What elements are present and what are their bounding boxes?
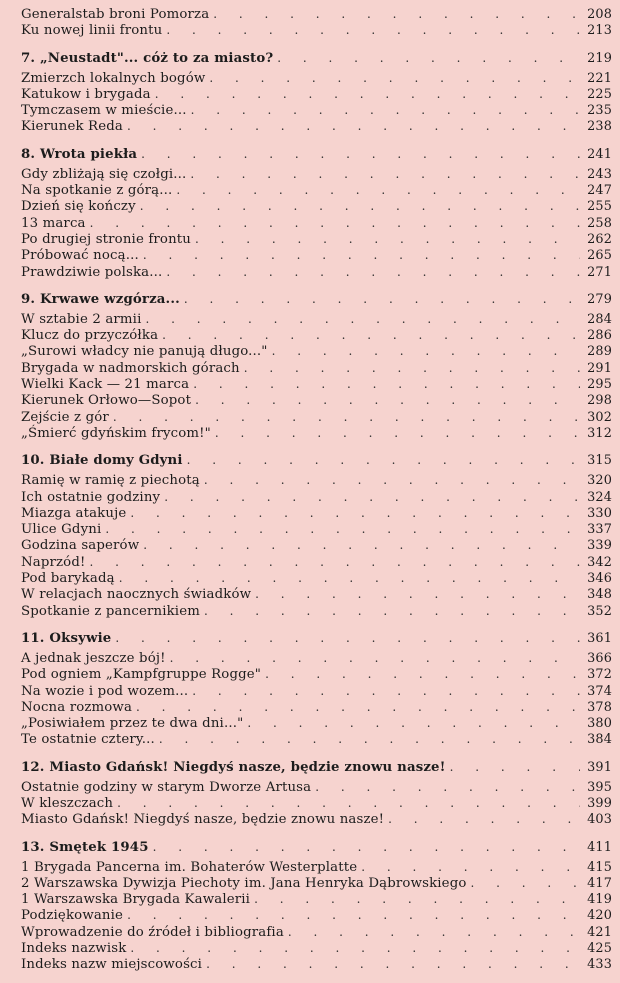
dot-leader xyxy=(193,376,580,392)
toc-entry[interactable] xyxy=(0,198,620,214)
toc-entry-page-number: 298 xyxy=(587,393,612,409)
dot-leader xyxy=(450,757,580,777)
dot-leader xyxy=(191,102,580,118)
toc-entry[interactable] xyxy=(0,376,620,392)
toc-entry[interactable] xyxy=(0,343,620,359)
toc-entry[interactable] xyxy=(0,182,620,198)
toc-entry-title: W sztabie 2 armii xyxy=(21,311,142,327)
toc-entry[interactable] xyxy=(0,102,620,118)
toc-section xyxy=(0,144,620,280)
dot-leader xyxy=(166,22,580,38)
dot-leader xyxy=(140,198,580,214)
toc-entry-page-number: 352 xyxy=(587,603,612,619)
dot-leader xyxy=(204,603,580,619)
toc-section xyxy=(0,837,620,973)
chapter-heading-page-number: 315 xyxy=(587,453,612,469)
toc-entry-page-number: 235 xyxy=(587,103,612,119)
toc-entry[interactable] xyxy=(0,409,620,425)
toc-entry-title: Miasto Gdańsk! Niegdyś nasze, będzie znowu nasze! xyxy=(21,812,385,828)
toc-entry-title: Klucz do przyczółka xyxy=(21,328,159,344)
toc-entry-title: Ostatnie godziny w starym Dworze Artusa xyxy=(21,779,312,795)
toc-entry-title: Godzina saperów xyxy=(21,538,140,554)
toc-entry-page-number: 258 xyxy=(587,215,612,231)
toc-entry-page-number: 395 xyxy=(587,779,612,795)
toc-entry-title: Spotkanie z pancernikiem xyxy=(21,603,200,619)
dot-leader xyxy=(265,666,580,682)
dot-leader xyxy=(388,811,580,827)
dot-leader xyxy=(254,891,580,907)
toc-entry[interactable] xyxy=(0,86,620,102)
toc-entry-page-number: 225 xyxy=(587,86,612,102)
dot-leader xyxy=(162,327,580,343)
toc-entry[interactable] xyxy=(0,327,620,343)
dot-leader xyxy=(141,144,580,164)
chapter-heading[interactable] xyxy=(0,48,620,68)
dot-leader xyxy=(130,940,580,956)
dot-leader xyxy=(192,683,580,699)
toc-section xyxy=(0,757,620,828)
toc-entry-page-number: 366 xyxy=(587,650,612,666)
toc-entry-page-number: 213 xyxy=(587,23,612,39)
toc-entry-page-number: 255 xyxy=(587,199,612,215)
toc-entry-title: Te ostatnie cztery... xyxy=(21,732,155,748)
chapter-heading[interactable] xyxy=(0,289,620,309)
toc-entry[interactable] xyxy=(0,956,620,972)
toc-entry[interactable] xyxy=(0,118,620,134)
toc-entry-page-number: 238 xyxy=(587,119,612,135)
dot-leader xyxy=(204,472,580,488)
toc-entry-title: W kleszczach xyxy=(21,795,114,811)
toc-entry[interactable] xyxy=(0,891,620,907)
toc-entry[interactable] xyxy=(0,795,620,811)
toc-entry-page-number: 291 xyxy=(587,360,612,376)
dot-leader xyxy=(215,425,580,441)
toc-entry-title: Nocna rozmowa xyxy=(21,699,133,715)
toc-entry[interactable] xyxy=(0,264,620,280)
dot-leader xyxy=(288,924,580,940)
dot-leader xyxy=(315,779,580,795)
toc-entry[interactable] xyxy=(0,6,620,22)
toc-entry-title: Indeks nazw miejscowości xyxy=(21,957,203,973)
toc-entry[interactable] xyxy=(0,70,620,86)
dot-leader xyxy=(209,70,580,86)
dot-leader xyxy=(115,628,580,648)
toc-entry[interactable] xyxy=(0,311,620,327)
chapter-heading-title: 8. Wrota piekła xyxy=(21,146,138,162)
toc-entry-title: Dzień się kończy xyxy=(21,199,136,215)
toc-entry-title: Ich ostatnie godziny xyxy=(21,489,161,505)
toc-entry-title: 2 Warszawska Dywizja Piechoty im. Jana Henryka Dąbrowskiego xyxy=(21,875,467,891)
toc-entry-title: „Śmierć gdyńskim frycom!" xyxy=(21,425,211,441)
chapter-heading-page-number: 279 xyxy=(587,291,612,307)
toc-entry-page-number: 380 xyxy=(587,716,612,732)
toc-entry-title: Ramię w ramię z piechotą xyxy=(21,473,200,489)
toc-entry-page-number: 348 xyxy=(587,587,612,603)
toc-entry-page-number: 289 xyxy=(587,344,612,360)
chapter-heading-title: 11. Oksywie xyxy=(21,630,112,646)
dot-leader xyxy=(187,450,580,470)
toc-entry-title: „Posiwiałem przez te dwa dni..." xyxy=(21,716,244,732)
toc-entry[interactable] xyxy=(0,731,620,747)
toc-entry[interactable] xyxy=(0,231,620,247)
toc-entry-page-number: 339 xyxy=(587,538,612,554)
toc-entry-title: Pod barykadą xyxy=(21,571,115,587)
toc-entry[interactable] xyxy=(0,554,620,570)
toc-entry-title: W relacjach naocznych świadków xyxy=(21,587,252,603)
toc-entry[interactable] xyxy=(0,859,620,875)
toc-entry-page-number: 247 xyxy=(587,183,612,199)
toc-entry-page-number: 295 xyxy=(587,377,612,393)
dot-leader xyxy=(113,409,580,425)
dot-leader xyxy=(471,875,580,891)
toc-entry-page-number: 330 xyxy=(587,505,612,521)
dot-leader xyxy=(143,537,580,553)
toc-entry-title: Katukow i brygada xyxy=(21,86,151,102)
toc-entry-title: Na wozie i pod wozem... xyxy=(21,683,189,699)
toc-entry-title: Prawdziwie polska... xyxy=(21,264,163,280)
dot-leader xyxy=(159,731,580,747)
toc-entry[interactable] xyxy=(0,811,620,827)
dot-leader xyxy=(130,505,580,521)
toc-entry-title: A jednak jeszcze bój! xyxy=(21,650,166,666)
toc-entry-page-number: 421 xyxy=(587,924,612,940)
chapter-heading-page-number: 391 xyxy=(587,759,612,775)
toc-entry-title: Kierunek Reda xyxy=(21,119,123,135)
dot-leader xyxy=(170,650,580,666)
toc-entry[interactable] xyxy=(0,472,620,488)
toc-entry[interactable] xyxy=(0,489,620,505)
toc-entry-title: Zejście z gór xyxy=(21,409,109,425)
toc-entry-title: 1 Brygada Pancerna im. Bohaterów Westerplatte xyxy=(21,859,358,875)
toc-entry-title: Ku nowej linii frontu xyxy=(21,23,163,39)
dot-leader xyxy=(143,247,580,263)
toc-entry[interactable] xyxy=(0,22,620,38)
toc-entry[interactable] xyxy=(0,779,620,795)
toc-entry-page-number: 384 xyxy=(587,732,612,748)
toc-entry-page-number: 284 xyxy=(587,311,612,327)
toc-entry[interactable] xyxy=(0,521,620,537)
toc-entry-page-number: 312 xyxy=(587,425,612,441)
toc-entry-page-number: 324 xyxy=(587,489,612,505)
toc-entry[interactable] xyxy=(0,603,620,619)
chapter-heading[interactable] xyxy=(0,450,620,470)
toc-entry[interactable] xyxy=(0,425,620,441)
toc-entry-title: Próbować nocą... xyxy=(21,248,139,264)
dot-leader xyxy=(146,311,581,327)
toc-entry-title: Kierunek Orłowo—Sopot xyxy=(21,393,192,409)
toc-entry-page-number: 221 xyxy=(587,70,612,86)
toc-entry[interactable] xyxy=(0,650,620,666)
toc-entry[interactable] xyxy=(0,715,620,731)
toc-entry-page-number: 425 xyxy=(587,941,612,957)
toc-entry[interactable] xyxy=(0,360,620,376)
chapter-heading-page-number: 241 xyxy=(587,146,612,162)
chapter-heading-title: 10. Białe domy Gdyni xyxy=(21,453,183,469)
toc-entry-page-number: 372 xyxy=(587,667,612,683)
toc-entry-page-number: 286 xyxy=(587,328,612,344)
toc-section xyxy=(0,450,620,619)
toc-entry[interactable] xyxy=(0,247,620,263)
toc-section xyxy=(0,628,620,748)
dot-leader xyxy=(119,570,580,586)
chapter-heading-title: 12. Miasto Gdańsk! Niegdyś nasze, będzie znowu nasze! xyxy=(21,759,446,775)
toc-entry-title: Gdy zbliżają się czołgi... xyxy=(21,166,187,182)
dot-leader xyxy=(127,907,580,923)
dot-leader xyxy=(164,489,580,505)
toc-entry-title: Miazga atakuje xyxy=(21,505,127,521)
toc-entry[interactable] xyxy=(0,392,620,408)
toc-entry-title: Tymczasem w mieście... xyxy=(21,103,187,119)
toc-entry-page-number: 243 xyxy=(587,166,612,182)
toc-entry-title: 13 marca xyxy=(21,215,86,231)
toc-section xyxy=(0,48,620,135)
toc-entry-title: „Surowi władcy nie panują długo..." xyxy=(21,344,268,360)
toc-entry[interactable] xyxy=(0,683,620,699)
toc-entry[interactable] xyxy=(0,924,620,940)
dot-leader xyxy=(247,715,580,731)
toc-entry[interactable] xyxy=(0,940,620,956)
toc-entry-page-number: 403 xyxy=(587,812,612,828)
dot-leader xyxy=(272,343,580,359)
dot-leader xyxy=(105,521,580,537)
toc-entry-title: Indeks nazwisk xyxy=(21,941,127,957)
toc-entry[interactable] xyxy=(0,537,620,553)
chapter-heading[interactable] xyxy=(0,628,620,648)
chapter-heading-page-number: 361 xyxy=(587,630,612,646)
dot-leader xyxy=(153,837,580,857)
toc-entry-title: Ulice Gdyni xyxy=(21,522,102,538)
chapter-heading-page-number: 411 xyxy=(587,839,612,855)
dot-leader xyxy=(206,956,580,972)
toc-entry-page-number: 415 xyxy=(587,859,612,875)
toc-entry-page-number: 208 xyxy=(587,7,612,22)
toc-entry-title: Podziękowanie xyxy=(21,908,124,924)
toc-entry-page-number: 337 xyxy=(587,522,612,538)
toc-entry-title: Brygada w nadmorskich górach xyxy=(21,360,240,376)
dot-leader xyxy=(90,215,580,231)
dot-leader xyxy=(166,264,580,280)
toc-entry-title: Wprowadzenie do źródeł i bibliografia xyxy=(21,924,284,940)
dot-leader xyxy=(277,48,580,68)
chapter-heading[interactable] xyxy=(0,757,620,777)
dot-leader xyxy=(136,699,580,715)
dot-leader xyxy=(361,859,580,875)
toc-entry-page-number: 399 xyxy=(587,795,612,811)
toc-entry-title: 1 Warszawska Brygada Kawalerii xyxy=(21,892,251,908)
toc-section xyxy=(0,289,620,441)
toc-entry[interactable] xyxy=(0,505,620,521)
toc-entry-title: Pod ogniem „Kampfgruppe Rogge" xyxy=(21,667,262,683)
toc-entry[interactable] xyxy=(0,875,620,891)
dot-leader xyxy=(127,118,580,134)
dot-leader xyxy=(195,231,580,247)
chapter-heading[interactable] xyxy=(0,144,620,164)
dot-leader xyxy=(155,86,580,102)
chapter-heading-title: 13. Smętek 1945 xyxy=(21,839,149,855)
toc-section xyxy=(0,6,620,39)
toc-entry[interactable] xyxy=(0,215,620,231)
toc-entry-title: Zmierzch lokalnych bogów xyxy=(21,70,206,86)
toc-entry[interactable] xyxy=(0,666,620,682)
toc-entry[interactable] xyxy=(0,586,620,602)
toc-entry-page-number: 262 xyxy=(587,231,612,247)
toc-entry[interactable] xyxy=(0,166,620,182)
dot-leader xyxy=(117,795,580,811)
toc-entry[interactable] xyxy=(0,570,620,586)
chapter-heading[interactable] xyxy=(0,837,620,857)
toc-entry-page-number: 320 xyxy=(587,473,612,489)
dot-leader xyxy=(176,182,580,198)
toc-entry-page-number: 420 xyxy=(587,908,612,924)
dot-leader xyxy=(213,6,580,22)
toc-entry[interactable] xyxy=(0,699,620,715)
toc-entry-page-number: 342 xyxy=(587,554,612,570)
toc-entry-title: Naprzód! xyxy=(21,554,86,570)
toc-entry-title: Generalstab broni Pomorza xyxy=(21,7,210,22)
toc-entry[interactable] xyxy=(0,907,620,923)
toc-entry-title: Na spotkanie z górą... xyxy=(21,183,173,199)
toc-entry-title: Wielki Kack — 21 marca xyxy=(21,377,190,393)
dot-leader xyxy=(244,360,580,376)
toc-entry-page-number: 378 xyxy=(587,699,612,715)
dot-leader xyxy=(184,289,580,309)
toc-entry-page-number: 265 xyxy=(587,248,612,264)
dot-leader xyxy=(255,586,580,602)
dot-leader xyxy=(90,554,581,570)
toc-entry-page-number: 374 xyxy=(587,683,612,699)
toc-entry-page-number: 271 xyxy=(587,264,612,280)
toc-entry-page-number: 417 xyxy=(587,875,612,891)
toc-entry-page-number: 433 xyxy=(587,957,612,973)
toc-entry-page-number: 419 xyxy=(587,892,612,908)
toc-entry-title: Po drugiej stronie frontu xyxy=(21,231,191,247)
chapter-heading-title: 9. Krwawe wzgórza... xyxy=(21,291,180,307)
toc-entry-page-number: 302 xyxy=(587,409,612,425)
toc-entry-page-number: 346 xyxy=(587,571,612,587)
chapter-heading-page-number: 219 xyxy=(587,50,612,66)
dot-leader xyxy=(190,166,580,182)
chapter-heading-title: 7. „Neustadt"... cóż to za miasto? xyxy=(21,50,274,66)
dot-leader xyxy=(195,392,580,408)
